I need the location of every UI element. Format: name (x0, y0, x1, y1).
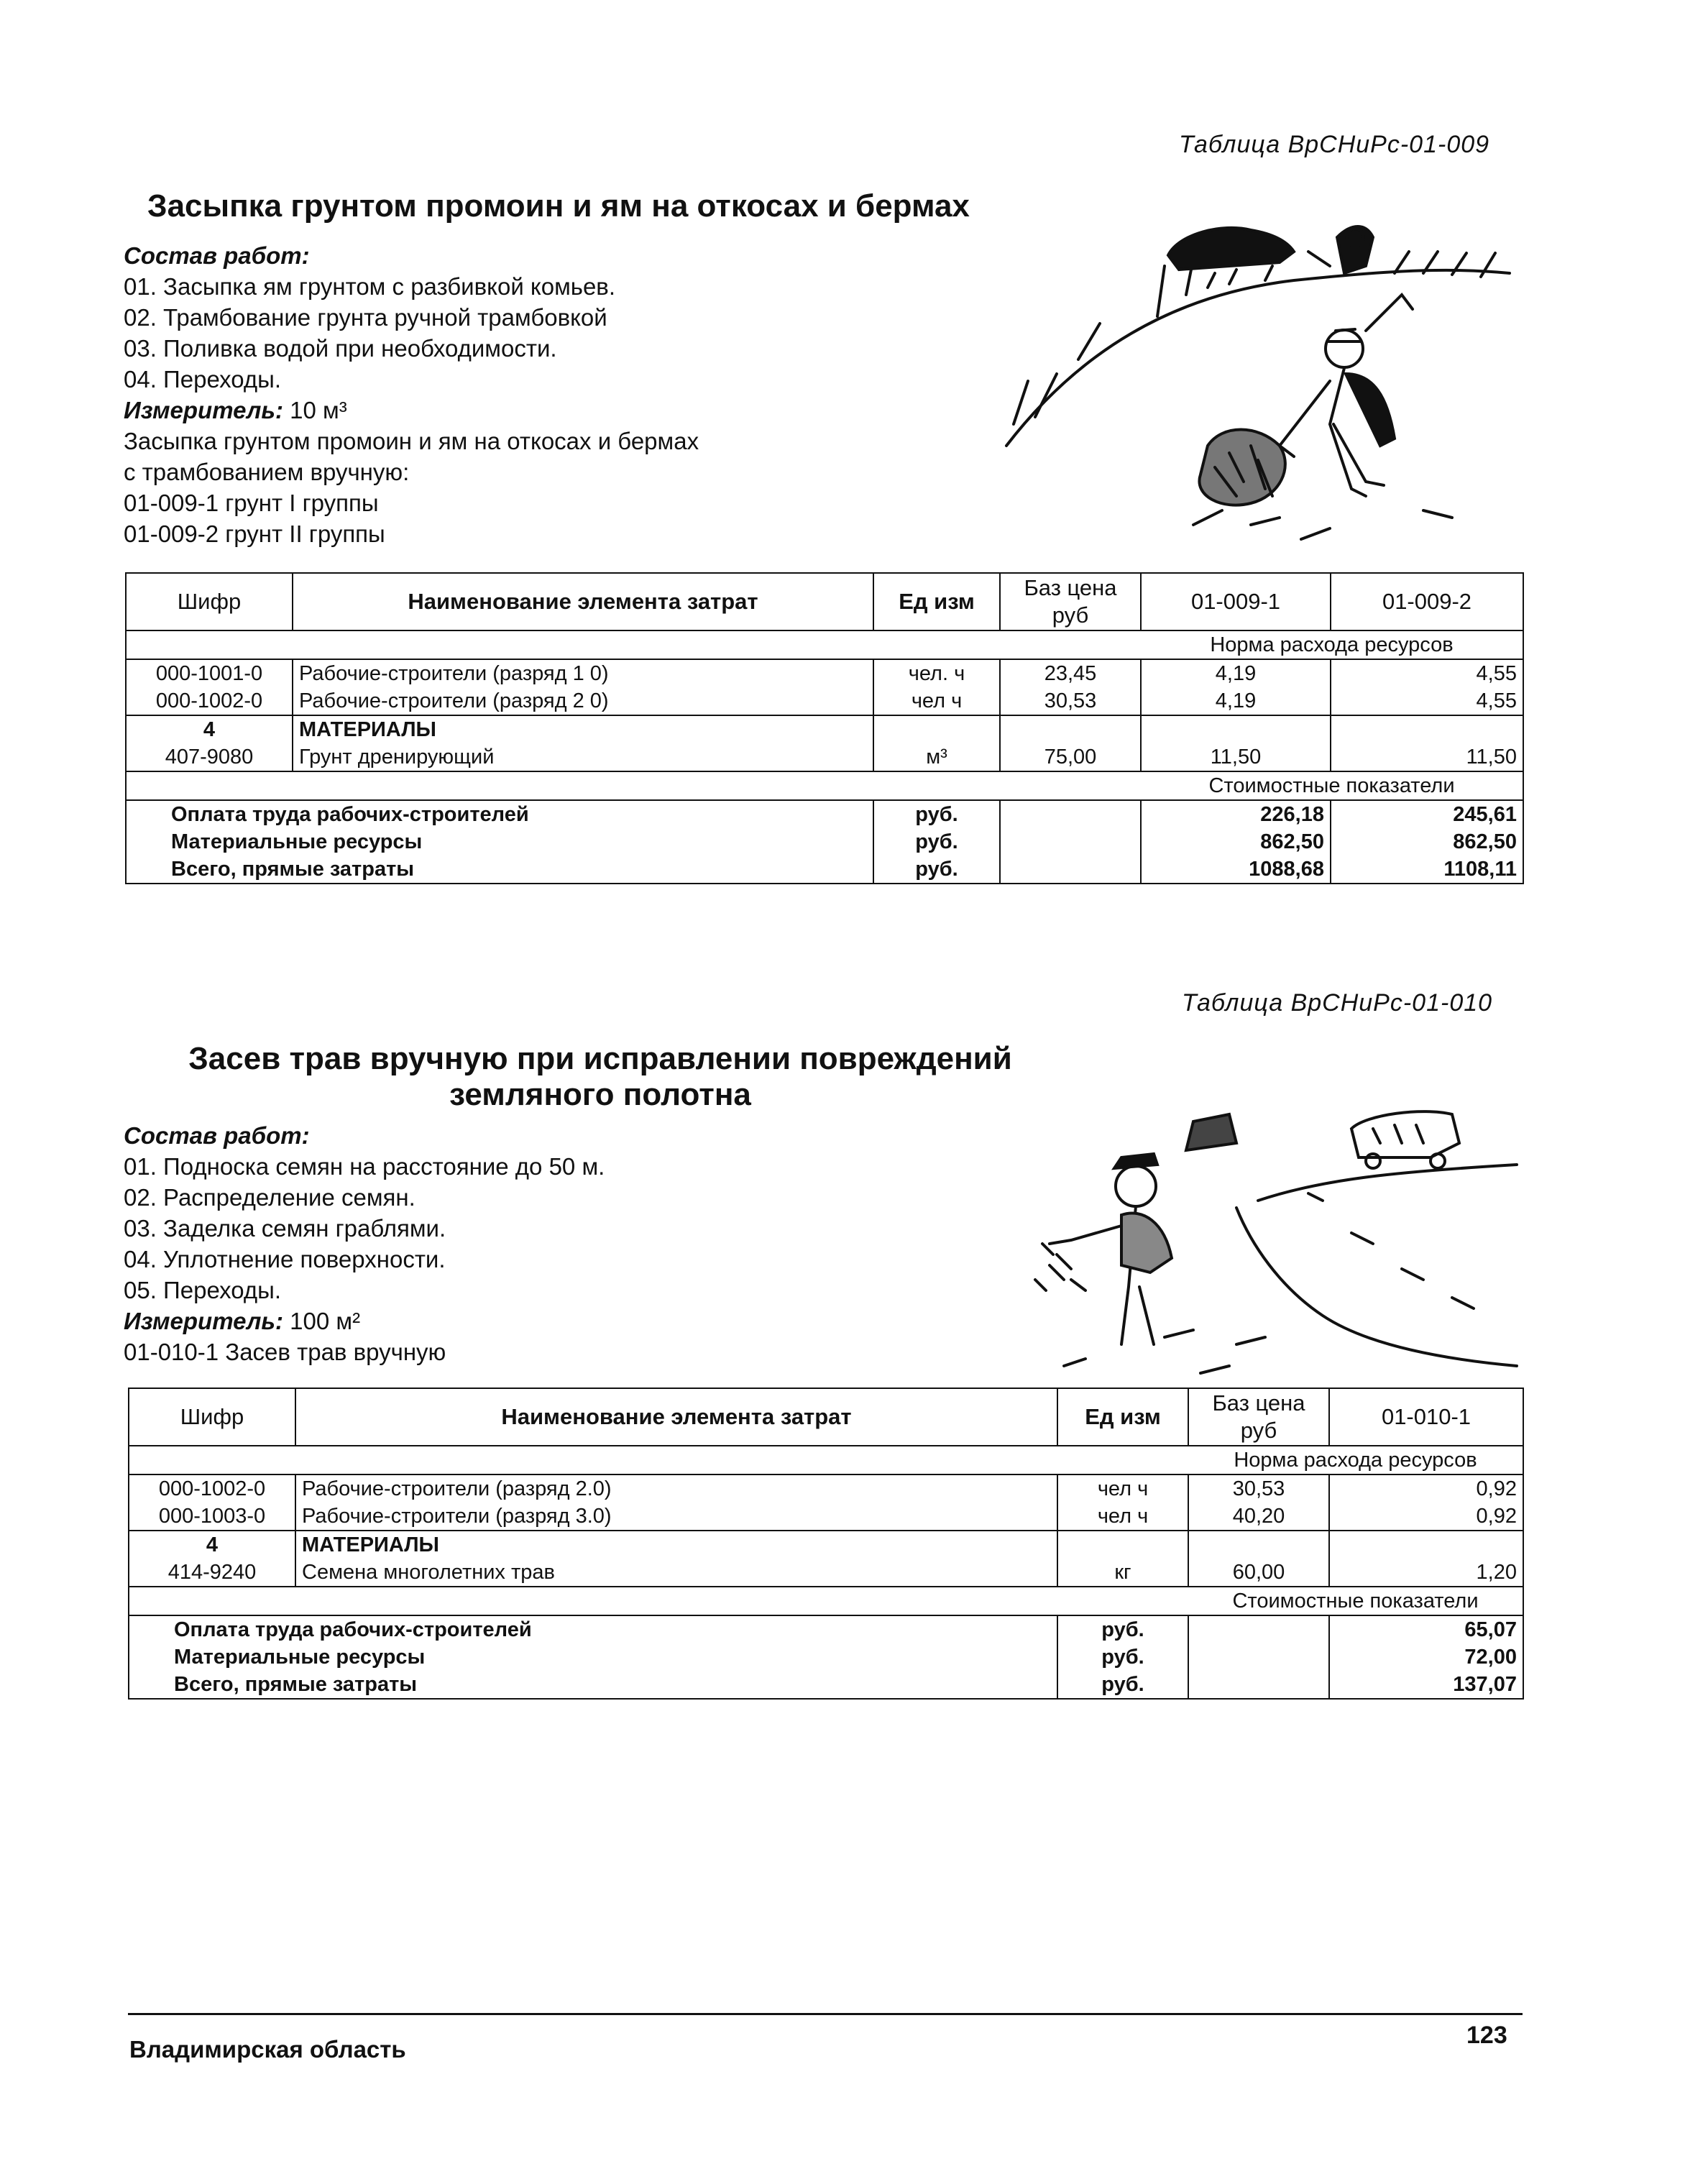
cost-name: Материальные ресурсы (129, 1643, 1057, 1671)
row-value-1: 0,92 (1329, 1474, 1523, 1503)
row-code: 000-1003-0 (129, 1503, 295, 1531)
row-code: 000-1002-0 (129, 1474, 295, 1503)
footer-region: Владимирская область (129, 2036, 406, 2063)
empty-cell (873, 715, 1000, 743)
cost-row (126, 856, 1523, 884)
materials-label: МАТЕРИАЛЫ (293, 715, 873, 743)
header-unit: Ед изм (873, 573, 1000, 630)
cost-unit: руб. (873, 856, 1000, 884)
materials-label: МАТЕРИАЛЫ (295, 1531, 1057, 1559)
work-step: 03. Заделка семян граблями. (124, 1215, 446, 1242)
materials-code: 4 (126, 715, 293, 743)
row-unit: кг (1057, 1559, 1188, 1587)
table-row (126, 659, 1523, 687)
cost-label: Стоимостные показатели (1141, 771, 1523, 800)
cost-unit: руб. (873, 828, 1000, 856)
row-price: 60,00 (1188, 1559, 1329, 1587)
row-name: Грунт дренирующий (293, 743, 873, 771)
norm-label: Норма расхода ресурсов (1188, 1446, 1523, 1474)
cost-row (126, 828, 1523, 856)
meter-line (124, 1306, 605, 1336)
variant-line: 01-009-1 грунт I группы (124, 490, 379, 516)
row-value-1: 0,92 (1329, 1503, 1523, 1531)
row-code: 000-1002-0 (126, 687, 293, 715)
cost-name: Всего, прямые затраты (126, 856, 873, 884)
row-name: Рабочие-строители (разряд 2.0) (295, 1474, 1057, 1503)
cost-value-1: 65,07 (1329, 1615, 1523, 1643)
table-tag-01-009: Таблица ВрСНиРс-01-009 (1179, 131, 1490, 158)
row-name: Рабочие-строители (разряд 3.0) (295, 1503, 1057, 1531)
cost-value-1: 72,00 (1329, 1643, 1523, 1671)
row-price: 75,00 (1000, 743, 1141, 771)
header-price: Баз цена руб (1000, 573, 1141, 630)
description-line: Засыпка грунтом промоин и ям на откосах и бермах (124, 428, 699, 454)
variant-line: 01-010-1 Засев трав вручную (124, 1339, 446, 1365)
empty-cell (1188, 1615, 1329, 1643)
cost-value-1: 137,07 (1329, 1671, 1523, 1699)
header-name: Наименование элемента затрат (295, 1388, 1057, 1446)
section-body-01-010 (124, 1120, 605, 1367)
empty-cell (1057, 1531, 1188, 1559)
table-row (126, 743, 1523, 771)
cost-row (129, 1671, 1523, 1699)
materials-code: 4 (129, 1531, 295, 1559)
table-row (129, 1559, 1523, 1587)
work-step: 01. Подноска семян на расстояние до 50 м. (124, 1153, 605, 1180)
norm-label: Норма расхода ресурсов (1141, 630, 1523, 659)
norm-spacer (126, 630, 1141, 659)
empty-cell (1188, 1671, 1329, 1699)
footer-divider (128, 2013, 1523, 2015)
row-code: 000-1001-0 (126, 659, 293, 687)
cost-unit: руб. (1057, 1615, 1188, 1643)
work-step: 01. Засыпка ям грунтом с разбивкой комьев. (124, 273, 616, 300)
row-value-2: 11,50 (1331, 743, 1523, 771)
composition-label: Состав работ: (124, 1122, 310, 1149)
description-line: с трамбованием вручную: (124, 459, 410, 485)
norm-spacer (129, 1446, 1188, 1474)
cost-name: Оплата труда рабочих-строителей (126, 800, 873, 828)
empty-cell (1329, 1531, 1523, 1559)
row-unit: чел ч (873, 687, 1000, 715)
cost-value-1: 1088,68 (1141, 856, 1331, 884)
header-unit: Ед изм (1057, 1388, 1188, 1446)
row-code: 414-9240 (129, 1559, 295, 1587)
work-step: 04. Уплотнение поверхности. (124, 1246, 446, 1272)
cost-name: Материальные ресурсы (126, 828, 873, 856)
header-col-01-009-2: 01-009-2 (1331, 573, 1523, 630)
row-name: Семена многолетних трав (295, 1559, 1057, 1587)
cost-table-01-010 (128, 1388, 1524, 1700)
cost-row (129, 1615, 1523, 1643)
row-unit: чел ч (1057, 1474, 1188, 1503)
row-price: 40,20 (1188, 1503, 1329, 1531)
cost-unit: руб. (873, 800, 1000, 828)
row-unit: чел. ч (873, 659, 1000, 687)
work-step: 02. Трамбование грунта ручной трамбовкой (124, 304, 607, 331)
cost-spacer (126, 771, 1141, 800)
worker-tamping-slope-illustration-icon (992, 208, 1524, 554)
cost-value-1: 862,50 (1141, 828, 1331, 856)
section-title-line: Засев трав вручную при исправлении повреждений (188, 1041, 1012, 1076)
empty-cell (1000, 715, 1141, 743)
variant-line: 01-009-2 грунт II группы (124, 520, 385, 547)
empty-cell (1188, 1643, 1329, 1671)
cost-row (129, 1643, 1523, 1671)
page-number: 123 (1466, 2022, 1507, 2049)
row-code: 407-9080 (126, 743, 293, 771)
cost-unit: руб. (1057, 1671, 1188, 1699)
header-price: Баз цена руб (1188, 1388, 1329, 1446)
row-price: 30,53 (1188, 1474, 1329, 1503)
table-row (126, 687, 1523, 715)
cost-label: Стоимостные показатели (1188, 1587, 1523, 1615)
row-value-1: 4,19 (1141, 659, 1331, 687)
worker-sowing-roadside-illustration-icon (1021, 1100, 1524, 1388)
row-name: Рабочие-строители (разряд 1 0) (293, 659, 873, 687)
header-code: Шифр (126, 573, 293, 630)
header-name: Наименование элемента затрат (293, 573, 873, 630)
cost-name: Оплата труда рабочих-строителей (129, 1615, 1057, 1643)
section-body-01-009 (124, 240, 699, 549)
work-step: 05. Переходы. (124, 1277, 281, 1303)
table-row (129, 1474, 1523, 1503)
meter-label: Измеритель: (124, 1308, 283, 1334)
row-price: 23,45 (1000, 659, 1141, 687)
table-row (129, 1503, 1523, 1531)
header-col-01-009-1: 01-009-1 (1141, 573, 1331, 630)
work-step: 03. Поливка водой при необходимости. (124, 335, 557, 362)
cost-spacer (129, 1587, 1188, 1615)
cost-value-1: 226,18 (1141, 800, 1331, 828)
row-value-1: 1,20 (1329, 1559, 1523, 1587)
cost-row (126, 800, 1523, 828)
table-tag-01-010: Таблица ВрСНиРс-01-010 (1182, 989, 1493, 1017)
row-name: Рабочие-строители (разряд 2 0) (293, 687, 873, 715)
empty-cell (1188, 1531, 1329, 1559)
section-title-line: земляного полотна (449, 1077, 751, 1112)
cost-value-2: 862,50 (1331, 828, 1523, 856)
empty-cell (1000, 828, 1141, 856)
row-value-2: 4,55 (1331, 659, 1523, 687)
empty-cell (1331, 715, 1523, 743)
meter-line (124, 395, 699, 426)
row-value-1: 4,19 (1141, 687, 1331, 715)
meter-value: 100 м² (290, 1308, 361, 1334)
row-price: 30,53 (1000, 687, 1141, 715)
cost-value-2: 1108,11 (1331, 856, 1523, 884)
work-step: 02. Распределение семян. (124, 1184, 415, 1211)
empty-cell (1000, 856, 1141, 884)
row-unit: м³ (873, 743, 1000, 771)
cost-unit: руб. (1057, 1643, 1188, 1671)
header-code: Шифр (129, 1388, 295, 1446)
row-value-2: 4,55 (1331, 687, 1523, 715)
section-title-01-010 (147, 1041, 1053, 1113)
row-value-1: 11,50 (1141, 743, 1331, 771)
meter-value: 10 м³ (290, 397, 347, 423)
cost-value-2: 245,61 (1331, 800, 1523, 828)
work-step: 04. Переходы. (124, 366, 281, 393)
composition-label: Состав работ: (124, 242, 310, 269)
empty-cell (1141, 715, 1331, 743)
meter-label: Измеритель: (124, 397, 283, 423)
cost-name: Всего, прямые затраты (129, 1671, 1057, 1699)
header-col-01-010-1: 01-010-1 (1329, 1388, 1523, 1446)
empty-cell (1000, 800, 1141, 828)
row-unit: чел ч (1057, 1503, 1188, 1531)
cost-table-01-009 (125, 572, 1524, 884)
section-title-01-009: Засыпка грунтом промоин и ям на откосах и бермах (147, 188, 970, 224)
